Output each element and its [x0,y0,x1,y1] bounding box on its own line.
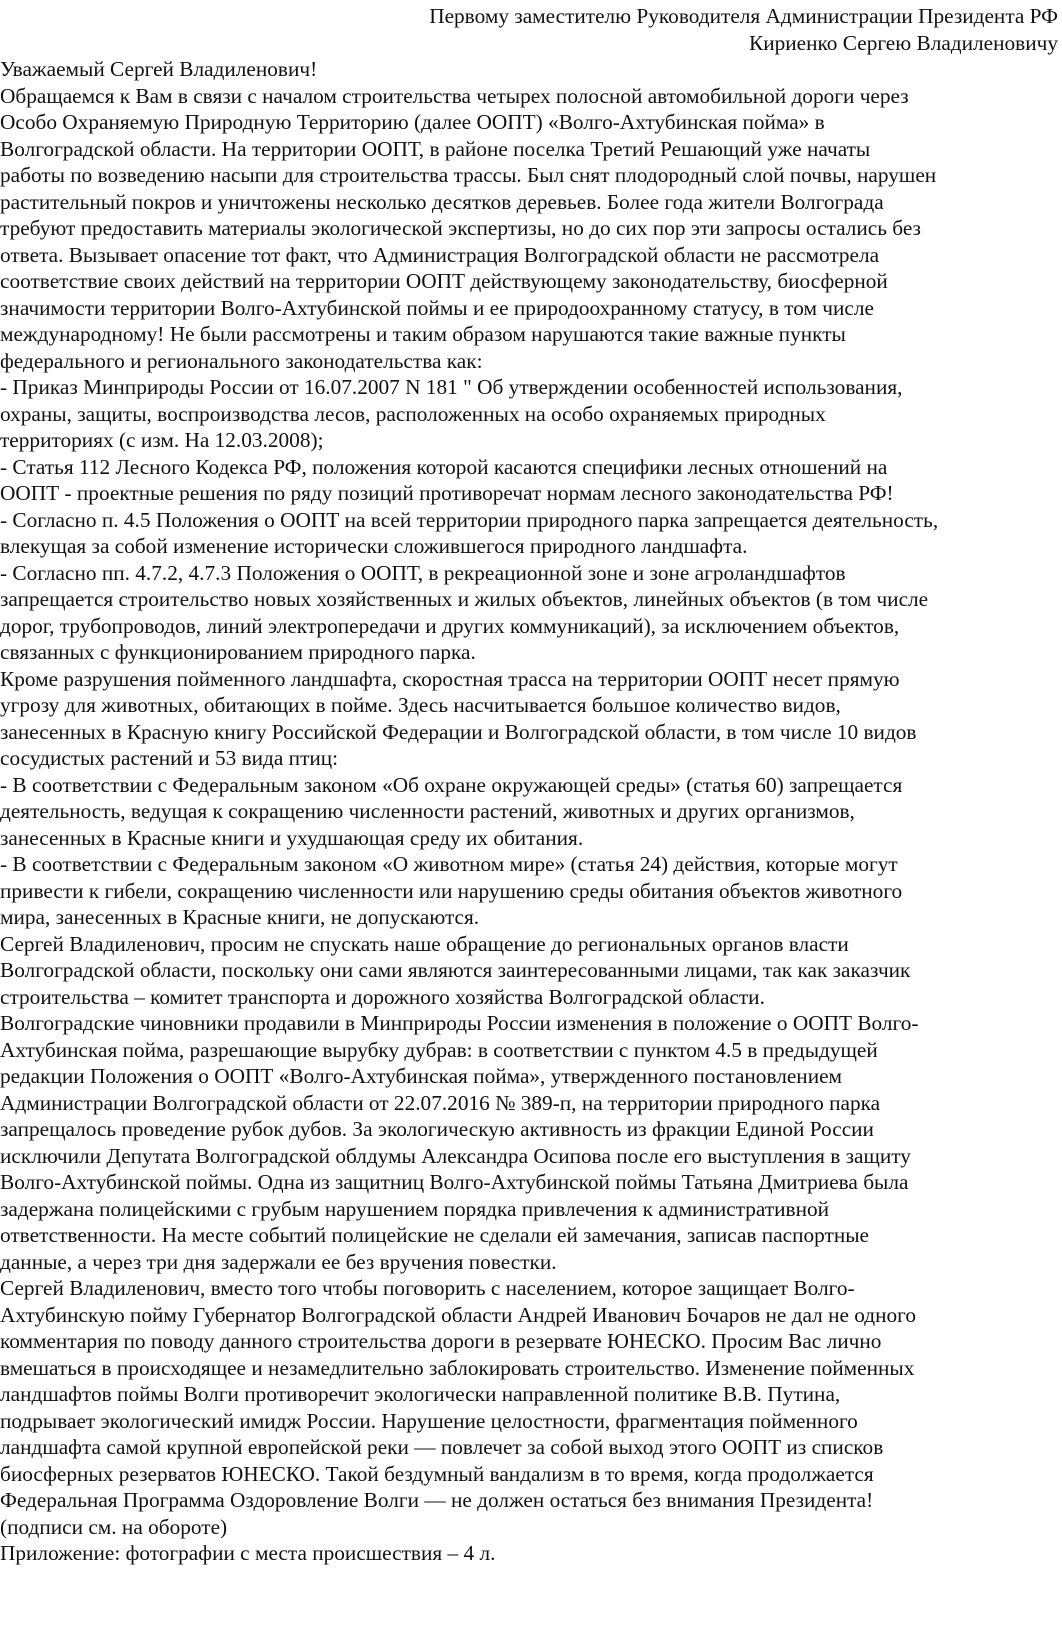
text-line: соответствие своих действий на территории ООПТ действующему законодательству, биосферной [0,269,888,293]
text-line: Волгоградской области, поскольку они сами являются заинтересованными лицами, так как заказчик [0,958,911,982]
text-line: комментария по поводу данного строительства дороги в резервате ЮНЕСКО. Просим Вас лично [0,1329,882,1353]
text-line: работы по возведению насыпи для строительства трассы. Был снят плодородный слой почвы, нарушен [0,163,937,187]
text-line: Ахтубинская пойма, разрешающие вырубку дубрав: в соответствии с пунктом 4.5 в предыдущей [0,1037,878,1062]
letter-document [0,3,1062,1567]
text-line: редакции Положения о ООПТ «Волго-Ахтубинская пойма», утвержденного постановлением [0,1064,843,1088]
text-line: Волгоградские чиновники продавили в Минприроды России изменения в положение о ООПТ Волго- [0,1011,919,1035]
text-line: охраны, защиты, воспроизводства лесов, расположенных на особо охраняемых природных [0,401,826,426]
text-line: - Приказ Минприроды России от 16.07.2007 N 181 " Об утверждении особенностей использования, [0,375,903,399]
text-line: - В соответствии с Федеральным законом «О животном мире» (статья 24) действия, которые могут [0,852,898,876]
text-line: Волго-Ахтубинской поймы. Одна из защитниц Волго-Ахтубинской поймы Татьяна Дмитриева была [0,1170,909,1194]
text-line: угрозу для животных, обитающих в пойме. Здесь насчитывается большое количество видов, [0,693,841,717]
recipient-name: Кириенко Сергею Владиленовичу [749,30,1058,55]
letter-body [0,83,1062,1514]
text-line: - Согласно пп. 4.7.2, 4.7.3 Положения о ООПТ, в рекреационной зоне и зоне агроландшафтов [0,560,846,585]
body-paragraph [0,772,1062,852]
text-line: занесенных в Красную книгу Российской Федерации и Волгоградской области, в том числе 10 видов [0,719,917,744]
text-line: Особо Охраняемую Природную Территорию (далее ООПТ) «Волго-Ахтубинская пойма» в [0,110,825,134]
text-line: занесенных в Красные книги и ухудшающая среду их обитания. [0,825,584,850]
text-line: строительства – комитет транспорта и дорожного хозяйства Волгоградской области. [0,984,765,1009]
body-paragraph [0,1010,1062,1275]
text-line: - В соответствии с Федеральным законом «Об охране окружающей среды» (статья 60) запрещается [0,772,903,797]
body-paragraph [0,83,1062,375]
text-line: требуют предоставить материалы экологической экспертизы, но до сих пор эти запросы остались без [0,216,921,240]
text-line: ответственности. На месте событий полицейские не сделали ей замечания, записав паспортные [0,1223,869,1247]
text-line: значимости территории Волго-Ахтубинской поймы и ее природоохранному статусу, в том числе [0,295,874,320]
text-line: Федеральная Программа Оздоровление Волги — не должен остаться без внимания Президента! [0,1488,874,1512]
text-line: территориях (с изм. На 12.03.2008); [0,428,324,452]
text-line: - Статья 112 Лесного Кодекса РФ, положения которой касаются специфики лесных отношений на [0,454,888,479]
body-paragraph [0,507,1062,560]
recipient-position: Первому заместителю Руководителя Администрации Президента РФ [429,4,1059,28]
text-line: Ахтубинскую пойму Губернатор Волгоградской области Андрей Иванович Бочаров не дал не одного [0,1302,917,1327]
text-line: дорог, трубопроводов, линий электропередачи и других коммуникаций), за исключением объектов, [0,613,900,638]
text-line: деятельность, ведущая к сокращению численности растений, животных и других организмов, [0,799,855,823]
text-line: запрещается строительство новых хозяйственных и жилых объектов, линейных объектов (в том числе [0,587,929,611]
text-line: влекущая за собой изменение исторически сложившегося природного ландшафта. [0,534,748,558]
body-paragraph [0,374,1062,454]
text-line: Кроме разрушения пойменного ландшафта, скоростная трасса на территории ООПТ несет прямую [0,666,900,691]
text-line: данные, а через три дня задержали ее без вручения повестки. [0,1249,557,1274]
text-line: биосферных резерватов ЮНЕСКО. Такой бездумный вандализм в то время, когда продолжается [0,1461,874,1486]
text-line: Сергей Владиленович, вместо того чтобы поговорить с населением, которое защищает Волго- [0,1276,855,1300]
text-line: Волгоградской области. На территории ООПТ, в районе поселка Третий Решающий уже начаты [0,136,871,161]
text-line: подрывает экологический имидж России. Нарушение целостности, фрагментация пойменного [0,1408,858,1433]
text-line: связанных с функционированием природного парка. [0,640,476,664]
body-paragraph [0,666,1062,772]
text-line: запрещалось проведение рубок дубов. За экологическую активность из фракции Единой России [0,1117,874,1141]
text-line: привести к гибели, сокращению численности или нарушению среды обитания объектов животного [0,878,903,903]
attachment-note: Приложение: фотографии с места происшествия – 4 л. [0,1541,496,1565]
text-line: исключили Депутата Волгоградской облдумы Александра Осипова после его выступления в защиту [0,1143,911,1168]
text-line: ландшафтов поймы Волги противоречит экологически направленной политике В.В. Путина, [0,1382,841,1406]
text-line: Сергей Владиленович, просим не спускать наше обращение до региональных органов власти [0,931,849,956]
greeting: Уважаемый Сергей Владиленович! [0,57,318,81]
body-paragraph [0,931,1062,1011]
text-line: - Согласно п. 4.5 Положения о ООПТ на всей территории природного парка запрещается деятельность, [0,507,939,532]
body-paragraph [0,851,1062,931]
body-paragraph [0,560,1062,666]
text-line: международному! Не были рассмотрены и таким образом нарушаются такие важные пункты [0,322,846,346]
text-line: растительный покров и уничтожены несколько десятков деревьев. Более года жители Волгограда [0,189,884,214]
text-line: Администрации Волгоградской области от 22.07.2016 № 389-п, на территории природного парка [0,1090,881,1115]
text-line: мира, занесенных в Красные книги, не допускаются. [0,905,480,929]
text-line: вмешаться в происходящее и незамедлительно заблокировать строительство. Изменение пойменных [0,1355,915,1380]
body-paragraph [0,1275,1062,1514]
text-line: Обращаемся к Вам в связи с началом строительства четырех полосной автомобильной дороги через [0,83,909,108]
text-line: ландшафта самой крупной европейской реки — повлечет за собой выход этого ООПТ из списков [0,1435,884,1459]
signatures-note: (подписи см. на обороте) [0,1514,228,1539]
text-line: задержана полицейскими с грубым нарушением порядка привлечения к административной [0,1196,830,1221]
text-line: сосудистых растений и 53 вида птиц: [0,746,339,770]
text-line: ответа. Вызывает опасение тот факт, что Администрация Волгоградской области не рассмотрела [0,242,880,267]
text-line: федерального и регионального законодательства как: [0,348,483,373]
text-line: ООПТ - проектные решения по ряду позиций противоречат нормам лесного законодательства РФ! [0,481,894,505]
body-paragraph [0,454,1062,507]
